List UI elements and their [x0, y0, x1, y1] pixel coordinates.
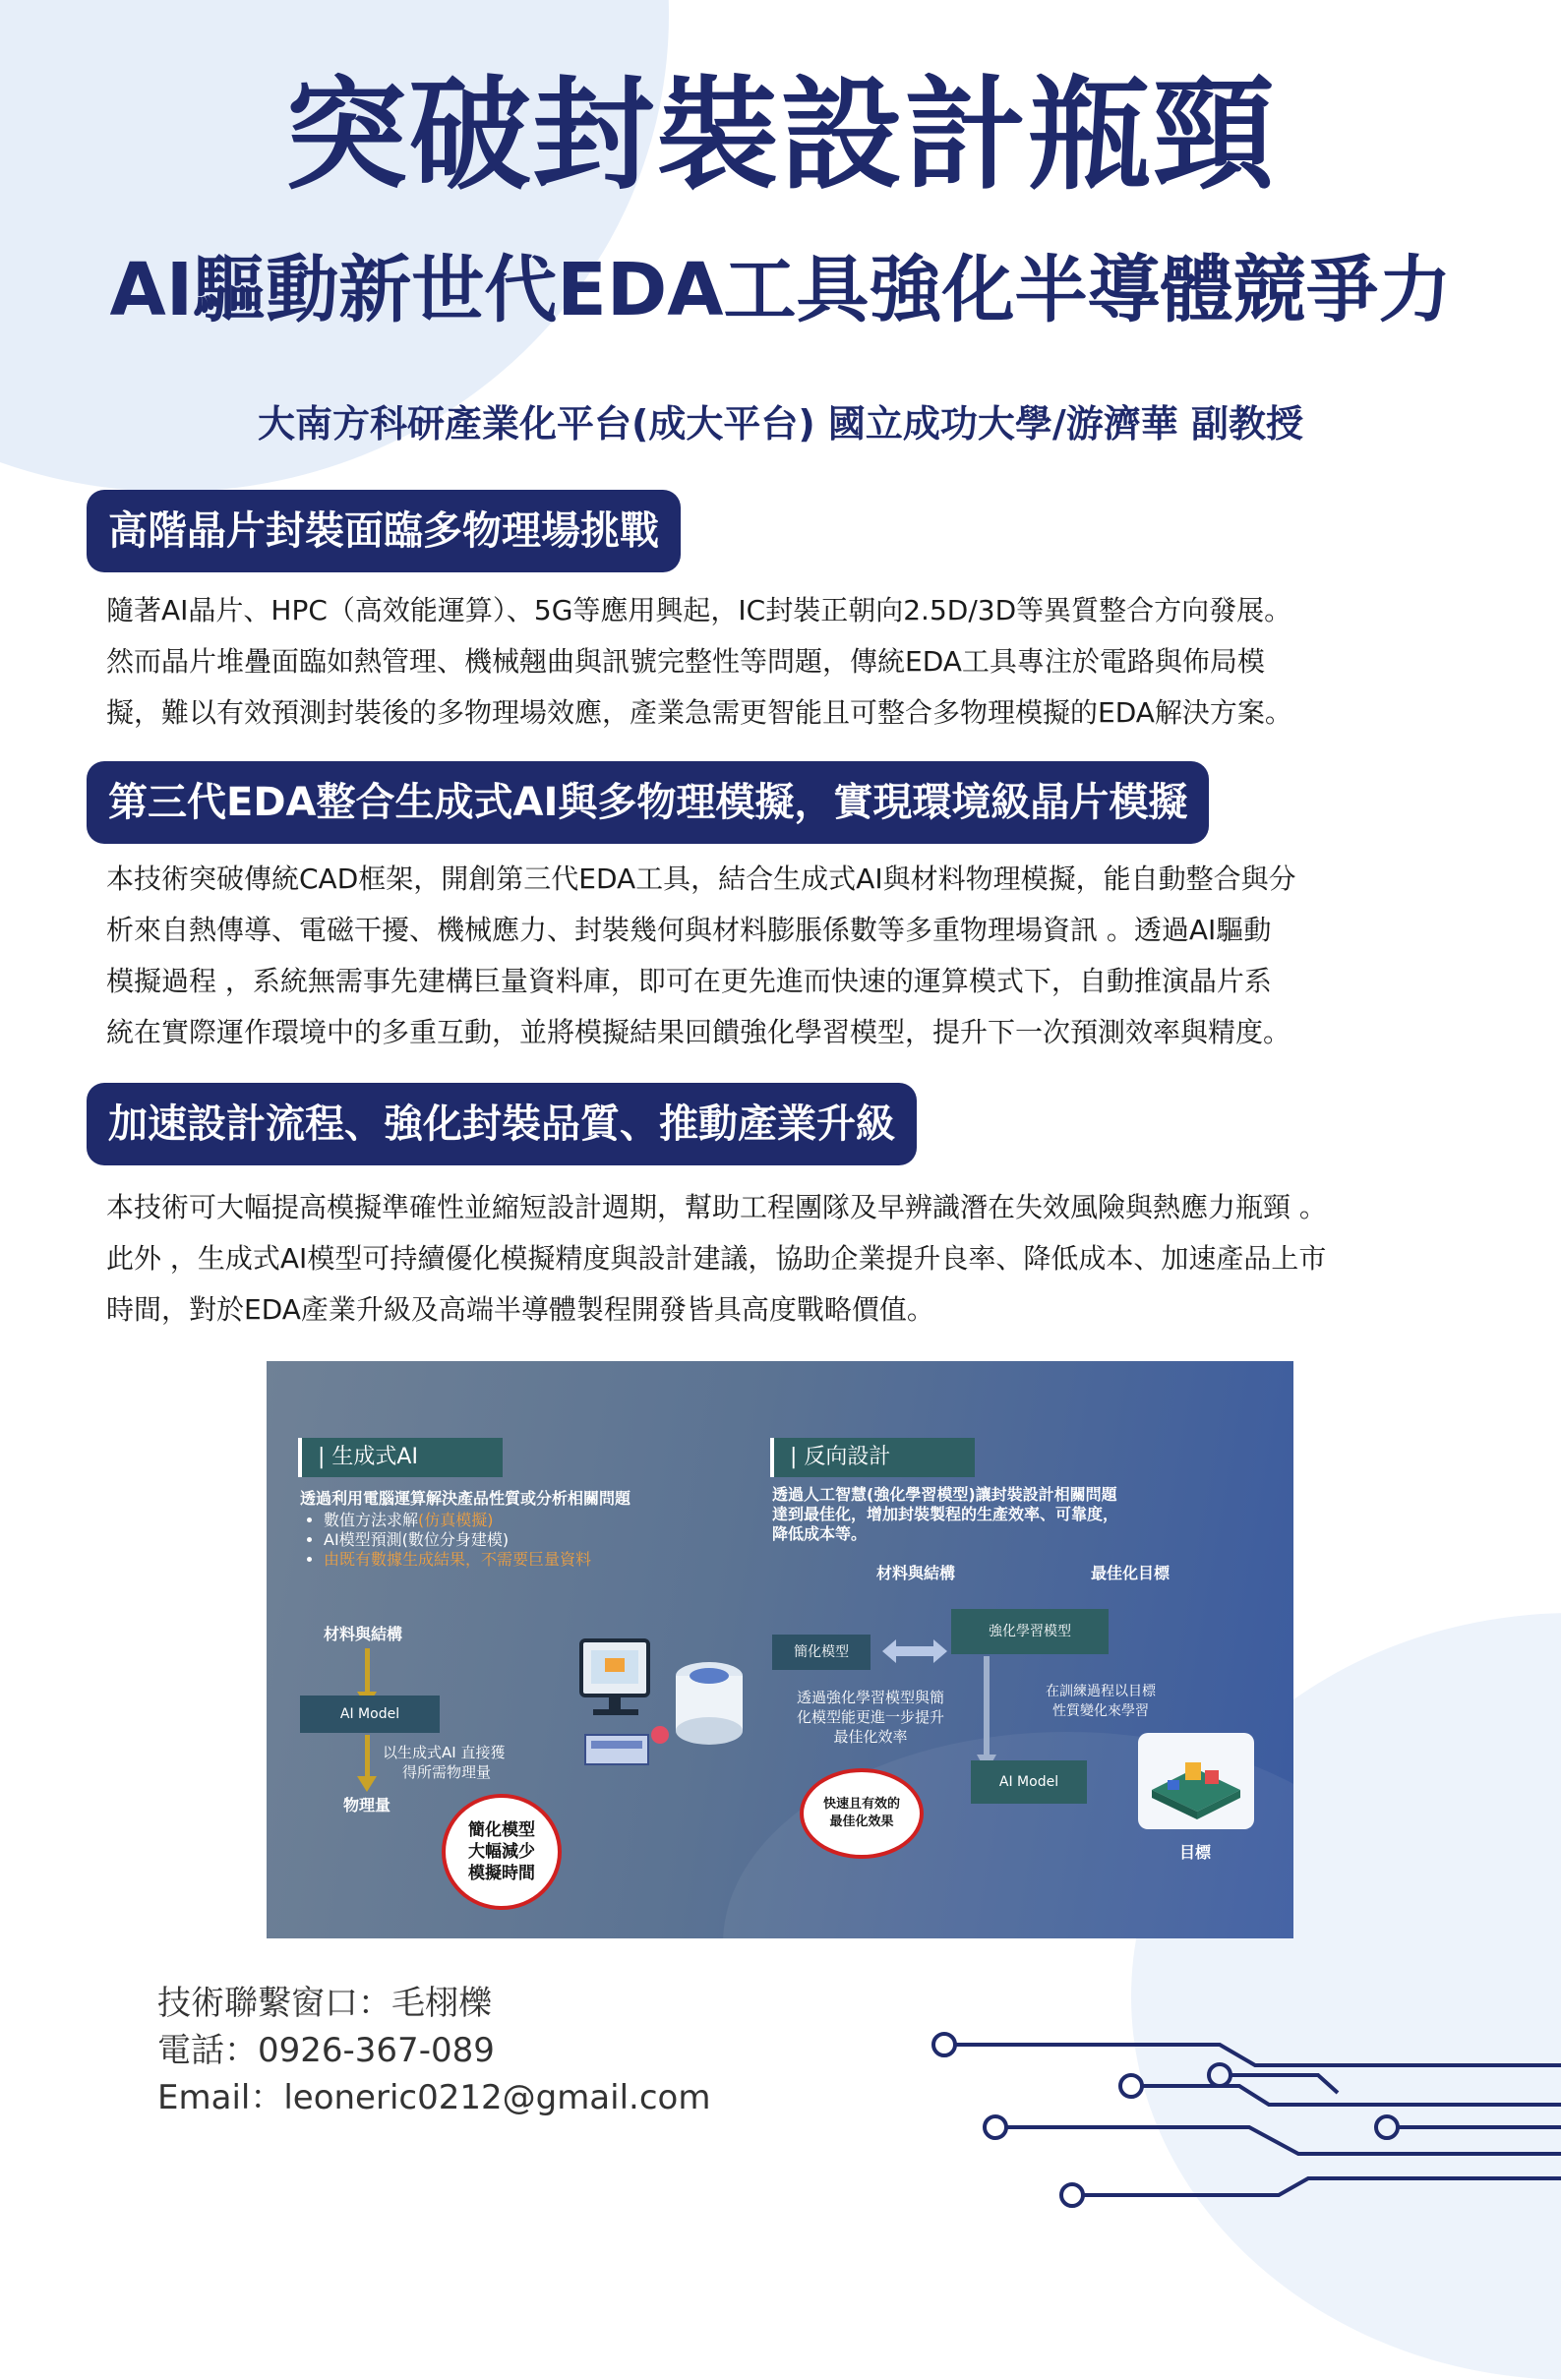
arrow-input-to-model: [365, 1648, 370, 1694]
right-ai-model-box: AI Model: [971, 1760, 1087, 1804]
section-2-line-1: 本技術突破傳統CAD框架，開創第三代EDA工具，結合生成式AI與材料物理模擬，能自動整合與分: [106, 863, 1296, 895]
target-label: 目標: [1179, 1843, 1212, 1862]
left-input-label: 材料與結構: [324, 1625, 403, 1643]
contact-phone: 電話：0926-367-089: [157, 2031, 495, 2070]
simplified-model-box: 簡化模型: [772, 1635, 871, 1670]
left-side-note: 以生成式AI 直接獲 得所需物理量: [383, 1744, 506, 1781]
right-optimization-target-label: 最佳化目標: [1091, 1564, 1171, 1582]
page-subtitle: AI驅動新世代EDA工具強化半導體競爭力: [109, 248, 1452, 332]
section-body-2: [106, 854, 1454, 1058]
section-1-line-1: 隨著AI晶片、HPC（高效能運算）、5G等應用興起，IC封裝正朝向2.5D/3D等異質整合方向發展。: [106, 594, 1292, 626]
double-arrow-icon: [882, 1636, 947, 1666]
section-3-line-2: 此外 ，生成式AI模型可持續優化模擬精度與設計建議，協助企業提升良率、降低成本、加速產品上市: [106, 1242, 1327, 1275]
section-1-line-3: 擬，難以有效預測封裝後的多物理場效應，產業急需更智能且可整合多物理模擬的EDA解決方案。: [106, 696, 1292, 729]
computer-server-illustration: [562, 1619, 758, 1786]
circuit-decoration: [925, 2006, 1561, 2208]
reverse-design-intro: 透過人工智慧(強化學習模型)讓封裝設計相關問題 達到最佳化，增加封裝製程的生產效率、可靠度， 降低成本等。: [772, 1485, 1119, 1543]
section-body-1: [106, 585, 1454, 739]
page-title: 突破封裝設計瓶頸: [284, 65, 1277, 207]
section-2-line-2: 析來自熱傳導、電磁干擾、機械應力、封裝幾何與材料膨脹係數等多重物理場資訊 。透過AI驅動: [106, 914, 1272, 946]
tag-generative-ai: | 生成式AI: [298, 1438, 503, 1477]
right-materials-label: 材料與結構: [876, 1564, 956, 1582]
left-callout-circle: 簡化模型 大幅減少 模擬時間: [442, 1794, 562, 1910]
left-output-label: 物理量: [343, 1796, 391, 1815]
author-line: 大南方科研產業化平台(成大平台) 國立成功大學/游濟華 副教授: [257, 402, 1304, 446]
section-2-line-3: 模擬過程 ，系統無需事先建構巨量資料庫，即可在更先進而快速的運算模式下，自動推演晶片系: [106, 965, 1272, 997]
section-heading-1: 高階晶片封裝面臨多物理場挑戰: [87, 490, 681, 572]
section-heading-3: 加速設計流程、強化封裝品質、推動產業升級: [87, 1083, 917, 1165]
generative-ai-bullets: [302, 1511, 756, 1570]
tag-reverse-design: | 反向設計: [770, 1438, 975, 1477]
bullet-numerical: • 數值方法求解(仿真模擬): [324, 1511, 756, 1530]
arrow-model-to-output: [365, 1735, 370, 1778]
right-callout-circle: 快速且有效的 最佳化效果: [800, 1768, 924, 1859]
section-body-3: [106, 1182, 1454, 1336]
generative-ai-intro: 透過利用電腦運算解決產品性質或分析相關問題: [300, 1489, 631, 1508]
section-heading-2: 第三代EDA整合生成式AI與多物理模擬，實現環境級晶片模擬: [87, 761, 1209, 844]
section-3-line-3: 時間，對於EDA產業升級及高端半導體製程開發皆具高度戰略價值。: [106, 1293, 934, 1326]
training-note: 在訓練過程以目標 性質變化來學習: [1046, 1684, 1156, 1719]
rl-model-box: 強化學習模型: [951, 1609, 1109, 1654]
target-chip-card: [1138, 1733, 1254, 1829]
concept-figure: [267, 1361, 1293, 1938]
contact-email[interactable]: Email：leoneric0212@gmail.com: [157, 2078, 711, 2117]
bullet-no-big-data: • 由既有數據生成結果，不需要巨量資料: [324, 1550, 756, 1570]
arrow-rl-to-model: [977, 1656, 996, 1774]
section-2-line-4: 統在實際運作環境中的多重互動，並將模擬結果回饋強化學習模型，提升下一次預測效率與精度。: [106, 1016, 1291, 1048]
section-3-line-1: 本技術可大幅提高模擬準確性並縮短設計週期，幫助工程團隊及早辨識潛在失效風險與熱應力瓶頸 。: [106, 1191, 1327, 1223]
left-ai-model-box: AI Model: [300, 1696, 440, 1733]
section-1-line-2: 然而晶片堆疊面臨如熱管理、機械翹曲與訊號完整性等問題，傳統EDA工具專注於電路與佈局模: [106, 645, 1265, 678]
contact-person: 技術聯繫窗口：毛栩櫟: [157, 1984, 492, 2023]
bullet-ai-prediction: • AI模型預測(數位分身建模): [324, 1530, 756, 1550]
chip-icon: [1138, 1733, 1254, 1829]
contact-block: [157, 1980, 710, 2121]
simplified-model-note: 透過強化學習模型與簡 化模型能更進一步提升 最佳化效率: [796, 1689, 944, 1746]
